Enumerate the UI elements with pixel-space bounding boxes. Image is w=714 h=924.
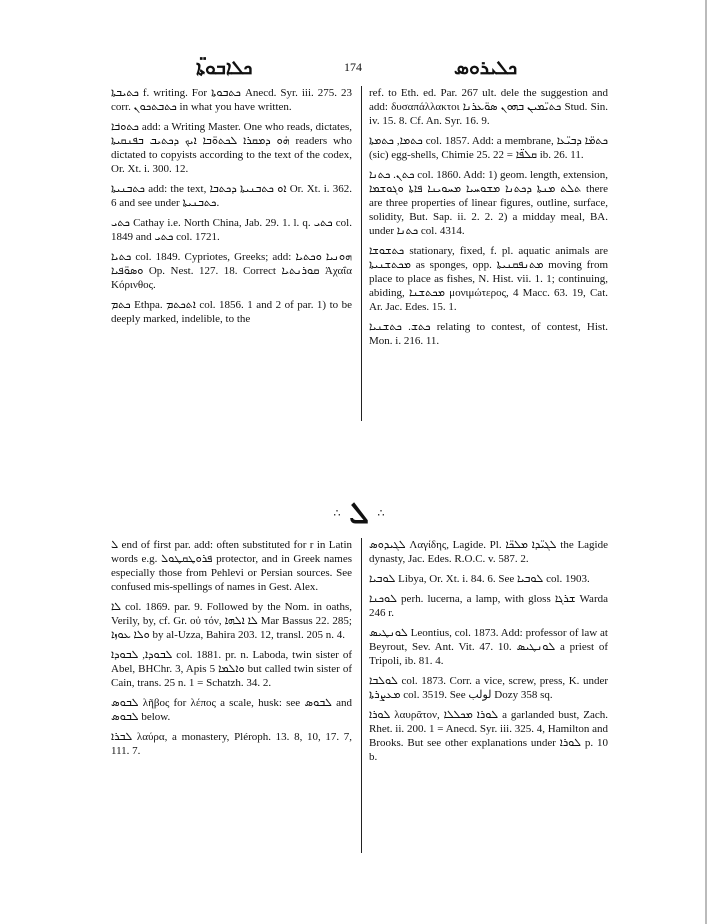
entry: ܟܬܡܐ, ܟܬܡܬܐ col. 1857. Add: a membrane, ܟܬܡ̈ܐ ܕܒܝ̈ܥܐ (sic) egg-shells, Chimie 25. 22 = ܩܠܦ̈ܐ ib. 26. 11. [369,135,608,161]
column-rule-top [361,86,362,421]
entry: ܟܬܡ Ethpa. ܐܬܟܬܡ col. 1856. 1 and 2 of par. 1) to be deeply marked, indelible, to the [111,299,352,325]
entry: ܟܬܫ. ܟܬܫܢܝܐ relating to contest, of contest, Hist. Mon. i. 216. 11. [369,321,608,347]
entry: ܠ end of first par. add: often substituted for r in Latin words e.g. ܦܪܘܛܩܛܘܠ protector, and in Greek names especially those from Pehlevi or Persian sources. See confused mis-spellings of names in Gest. Alex. [111,539,352,593]
column-rule-bottom [361,538,362,853]
bottom-right-column [369,538,608,858]
bottom-left-column [111,538,352,858]
entry: ܠܘܒܝܐ Libya, Or. Xt. i. 84. 6. See ܠܘܒܝܐ col. 1903. [369,573,590,585]
entry: ܟܬܝ Cathay i.e. North China, Jab. 29. 1. l. q. ܟܬܝ col. 1849 and ܟܬܝ col. 1721. [111,217,352,243]
entry: ܟܬܘܒ݁ܐ add: a Writing Master. One who reads, dictates, ܗ̇ܘ ܕܡܩܪܐ ܠܟܬܘ̈ܒܐ ܐܝܟ ܕܟܬܝܒ ܒܦܢܩܝܬܐ readers who dictated to copyists according to the text of the codex, Or. Xt. i. 300. 12. [111,121,352,175]
entry: ܟܬܝܐ col. 1849. Cypriotes, Greeks; add: ܗܘܢܝܐ ܘܟܬܝܐ ܘܣܘ̈ܦܝܐ Op. Nest. 127. 18. Correct ܩܘܪܢܬܝܐ Ἀχαΐα Κόρινθος. [111,251,352,291]
ornament-right: ∴ [377,507,385,520]
entry: ܟܬܒܢܝܬܐ add: the text, ܐܘ ܟܬܒܢܝܬܐ ܕܟܬܒܐ Or. Xt. i. 362. 6 and see under ܟܬܒܢܝܬܐ. [111,183,352,209]
entry: ܠܘܠܒܐ col. 1873. Corr. a vice, screw, press, K. under ܡܥܨܪܬܐ col. 3519. See لولب Dozy 358 sq. [369,675,608,701]
running-head-right: ܟܠܝܪܘܣ [454,58,518,79]
letter-divider [314,497,404,531]
entry: ܠܒܘܣ λῆβος for λέπος a scale, husk: see ܠܒܘܣ and ܠܒܘܣ below. [111,697,352,723]
entry: ܠܘܪܐ λαυρᾶτον, ܠܘܪܐ ܡܟܠܠܐ a garlanded bust, Zach. Rhet. ii. 200. 1 = Anecd. Syr. iii. 325. 4, Hamilton and Brooks. But see other explanations under ܠܘܪܐ p. 10 b. [369,709,608,763]
entry: ܠܒܘܕܐ, ܠܒܘܕܐ col. 1881. pr. n. Laboda, twin sister of Abel, BHChr. 3, Apis ܘܐܠܡܐ 5 but called twin sister of Cain, trans. 25 n. 1 = Schatzh. 34. 2. [111,649,352,689]
entry: ܠܘܟܢܐ perh. lucerna, a lamp, with gloss ܫܪܓܐ Warda 246 r. [369,593,608,619]
section-letter: ܠ [349,497,369,530]
entry: ܠܐ col. 1869. par. 9. Followed by the Nom. in oaths, Verily, by, cf. Gr. οὐ τόν, ܠܐ ܐܠܗܐ Mar Bassus 22. 285; ܘܠܐ ܥܘܙܐ by al-Uzza, Bahira 203. 12, transl. 205 n. 4. [111,601,352,641]
page-number: 174 [344,60,362,74]
page-edge [705,0,707,924]
ornament-left: ∴ [333,507,341,520]
entry: ܟܬܢ. ܟܬܢܐ col. 1860. Add: 1) geom. length, extension, ܬܠܬ ܡܢܬܐ ܕܟܬܢܐ ܡܫܘܚܝܐ ܡܚܘܝܢܐ ܦܐܬܐ ܘܓܘܫܡܐ there are three properties of linear figures, outline, surface, solidity, But. Sap. ii. 2. 2. 2) a midday meal, BA. under ܟܬܢܐ col. 4314. [369,169,608,237]
entry: ܟܬܝܒܬܐ f. writing. For ܟܬܒܘܬܐ Anecd. Syr. iii. 275. 23 corr. ܟܬܒܬܟܘܢ in what you have written. [111,87,352,113]
entry: ܠܘܢܛܝܣ Leontius, col. 1873. Add: professor of law at Beyrout, Sev. Ant. Vit. 47. 10. ܠܘܢܛܝܣ a priest of Tripoli, ib. 81. 4. [369,627,608,667]
entry: ref. to Eth. ed. Par. 267 ult. dele the suggestion and add: δυσαπάλλακτοι ܟܬܝ̈ܡܝܢ ܒܗܘܢ ܣܘ̈ܥܪܢܐ Stud. Sin. iv. 15. 8. Cf. An. Syr. 16. 9. [369,87,608,127]
entry: ܠܒܪܐ λαύρα, a monastery, Pléroph. 13. 8, 10, 17. 7, 111. 7. [111,731,352,757]
running-head-left: ܟܠܐܒܘܬ̈ܐ [196,58,253,79]
top-right-column [369,86,608,416]
entry: ܟܬܫܘܫܐ stationary, fixed, f. pl. aquatic animals are ܡܟܬܫܢܝܬܐ as sponges, opp. ܡܬܢܦܩܢܝܬܐ moving from place to place as fishes, N. Hist. vii. 1. 1; continuing, abiding, ܡܟܬܫܢܐ μονιμώτερος, 4 Macc. 63. 19, Cat. Ar. Jac. Edes. 15. 1. [369,245,608,313]
entry: ܠܓܝܕܘܣ Λαγίδης, Lagide. Pl. ܠܓܝ̈ܕܐ ܡܠܟ̈ܐ the Lagide dynasty, Jac. Edes. R.O.C. v. 587. 2. [369,539,608,565]
top-left-column [111,86,352,416]
